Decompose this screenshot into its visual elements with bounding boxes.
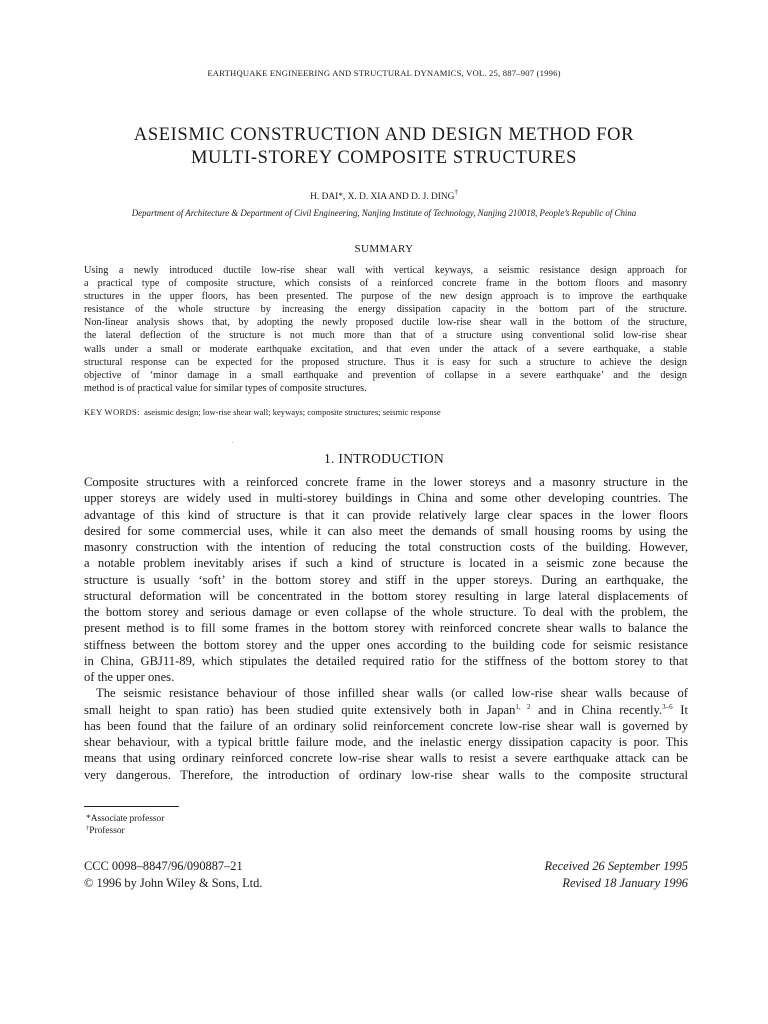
body-line-with-refs <box>84 702 688 718</box>
body-line: structural deformation will be concentrated in the bottom storey resulting in large lateral displacements of <box>84 588 688 603</box>
section-heading: 1. INTRODUCTION <box>324 451 444 466</box>
abstract-line: method is of practical value for similar types of composite structures. <box>84 382 367 394</box>
title-line-1: ASEISMIC CONSTRUCTION AND DESIGN METHOD FOR <box>133 125 635 145</box>
reference-mark: 1, 2 <box>515 702 531 711</box>
body-line: present method is to fill some frames in the bottom storey with reinforced concrete shear walls to balance the <box>84 621 688 636</box>
footnote-associate: *Associate professor <box>86 814 165 824</box>
body-line-start: small height to span ratio) has been studied quite extensively both in Japan <box>84 702 516 717</box>
body-line-end: It <box>672 702 688 717</box>
body-line: a notable problem inevitably arises if such a kind of structure is located in a seismic zone because the <box>84 556 688 571</box>
scan-speck <box>232 442 233 443</box>
affiliation: Department of Architecture & Department of Civil Engineering, Nanjing Institute of Technology, Nanjing 210018, People’s Republic of China <box>131 208 637 218</box>
body-line: desired for some commercial uses, while it can also meet the demands of small housing rooms by using the <box>84 523 688 538</box>
body-line: shear behaviour, with a typical brittle failure mode, and the inelastic energy dissipation capacity is poor. This <box>84 735 688 749</box>
body-line: in China, GBJ11-89, which stipulates the detailed required ratio for the stiffness of the bottom storey to that <box>84 653 688 668</box>
author-list <box>0 188 768 202</box>
footnote-professor <box>86 825 164 837</box>
reference-mark: 3–6 <box>662 702 673 711</box>
body-line: structure is usually ‘soft’ in the bottom storey and stiff in the upper storeys. During an earthquake, the <box>84 572 688 587</box>
footnotes <box>86 813 164 837</box>
title-line-2: MULTI-STOREY COMPOSITE STRUCTURES <box>190 148 578 168</box>
body-line: the bottom storey and serious damage or even collapse of the whole structure. To deal with the problem, the <box>84 605 688 619</box>
abstract-line: structural response can be expected for the proposed structure. Thus it is easy for such a structure to achieve the design <box>84 356 687 368</box>
keywords-label: KEY WORDS: <box>84 407 140 417</box>
body-line: upper storeys are widely used in multi-storey buildings in China and some other developing countries. The <box>84 491 688 506</box>
body-line: means that using ordinary reinforced concrete low-rise shear walls to resist a severe earthquake attack can be <box>84 751 688 766</box>
ccc-code: CCC 0098–8847/96/090887–21 <box>84 859 243 873</box>
body-line: stiffness between the bottom storey and the upper ones according to the building code for seismic resistance <box>84 637 688 652</box>
abstract-line: the lateral deflection of the structure is not much more than that of a structure using conventional solid low-rise shear <box>84 330 687 342</box>
body-line: Composite structures with a reinforced concrete frame in the lower storeys and a masonry structure in the <box>84 475 688 489</box>
abstract-line: Non-linear analysis shows that, by adopting the newly proposed ductile low-rise shear wall in the bottom of the structure, <box>84 317 687 329</box>
body-line-mid: and in China recently. <box>530 702 663 717</box>
footnote-rule <box>84 806 179 807</box>
body-line: has been found that the failure of an ordinary solid reinforcement concrete low-rise shear wall is governed by <box>84 718 688 733</box>
copyright-line: © 1996 by John Wiley & Sons, Ltd. <box>84 876 263 890</box>
authors-text: H. DAI*, X. D. XIA AND D. J. DING <box>310 192 455 202</box>
abstract-line: resistance of the whole structure by increasing the energy dissipation capacity in the bottom part of the structure. <box>84 304 687 316</box>
footnote-professor-text: Professor <box>89 826 125 836</box>
paper-title <box>60 124 708 170</box>
revised-date: Revised 18 January 1996 <box>562 876 688 890</box>
received-date: Received 26 September 1995 <box>544 859 688 873</box>
keywords <box>84 407 704 417</box>
body-text <box>84 474 688 783</box>
journal-header: EARTHQUAKE ENGINEERING AND STRUCTURAL DYNAMICS, VOL. 25, 887–907 (1996) <box>207 68 561 78</box>
dagger-mark: † <box>86 825 90 832</box>
summary-heading: SUMMARY <box>354 243 414 255</box>
body-line: very dangerous. Therefore, the introduction of ordinary low-rise shear walls to the composite structural <box>84 767 688 782</box>
body-line: of the upper ones. <box>84 670 175 684</box>
abstract-line: Using a newly introduced ductile low-rise shear wall with vertical keyways, a seismic resistance design approach for <box>84 265 687 276</box>
abstract <box>84 264 687 395</box>
body-line: The seismic resistance behaviour of those infilled shear walls (or called low-rise shear walls because of <box>96 686 688 701</box>
abstract-line: walls under a small or moderate earthquake excitation, and that even under the attack of a severe earthquake, a stable <box>84 343 687 355</box>
received-block <box>545 858 688 892</box>
abstract-line: a practical type of composite structure, which consists of a reinforced concrete frame in the bottom floors and masonry <box>84 278 687 290</box>
copyright-block <box>84 858 262 892</box>
body-line: advantage of this kind of structure is that it can provide relatively large clear spaces in the lower floors <box>84 507 688 522</box>
body-line: masonry construction with the intention of reducing the total construction costs of the building. However, <box>84 540 688 554</box>
abstract-line: objective of ‘minor damage in a small earthquake and prevention of collapse in a severe earthquake’ and the design <box>84 369 687 381</box>
dagger-mark: † <box>454 188 458 196</box>
abstract-line: structures in the upper floors, has been presented. The purpose of the new design approach is to improve the earthquake <box>84 291 687 303</box>
keywords-text: aseismic design; low-rise shear wall; keyways; composite structures; seismic response <box>144 407 441 417</box>
